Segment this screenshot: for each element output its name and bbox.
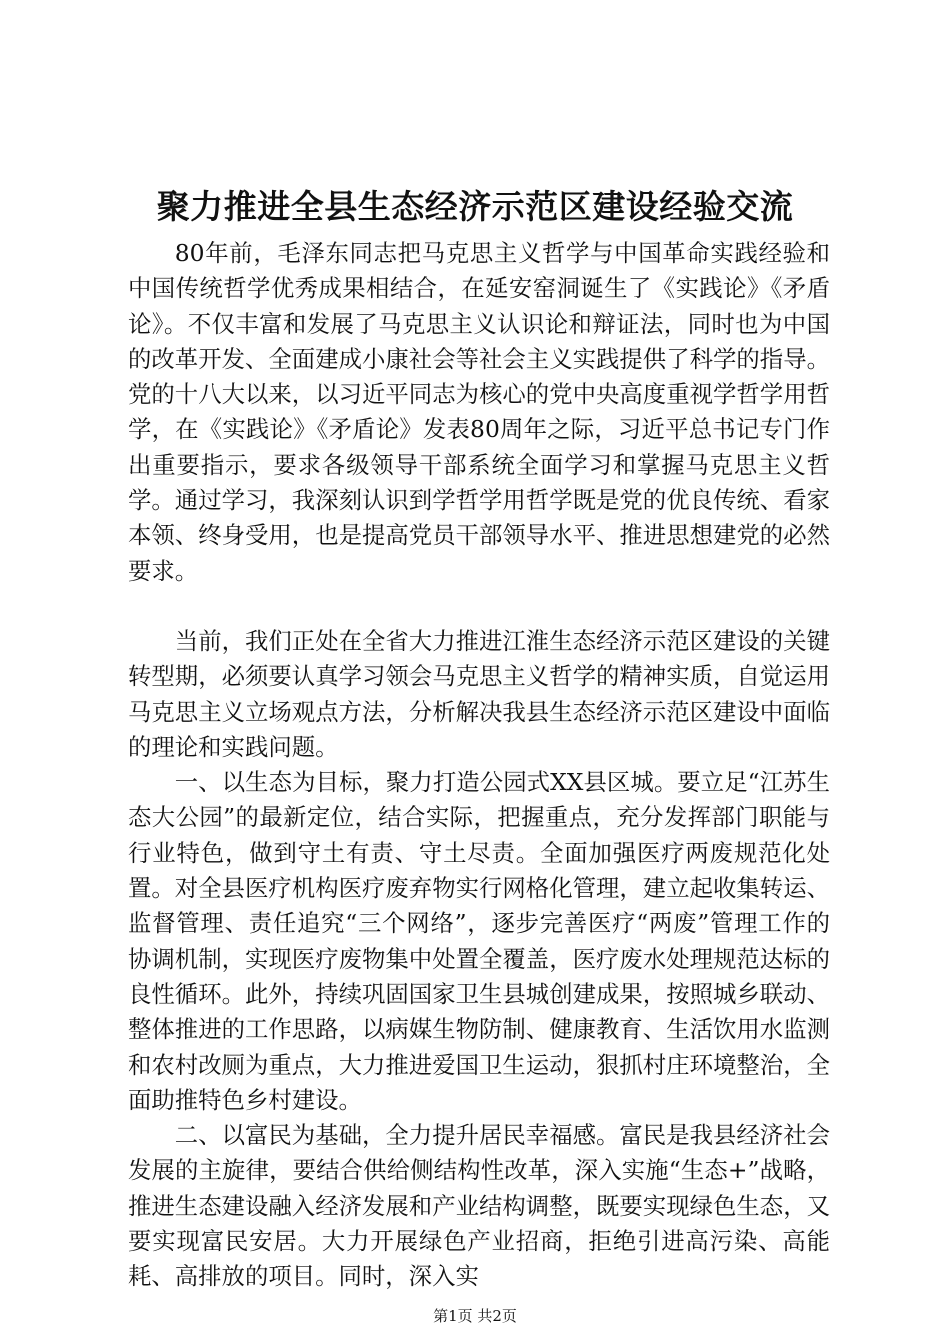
body-paragraph-intro: 80年前，毛泽东同志把马克思主义哲学与中国革命实践经验和中国传统哲学优秀成果相结合，在延安窑洞诞生了《实践论》《矛盾论》。不仅丰富和发展了马克思主义认识论和辩证法，同时也为中国的改革开发、全面建成小康社会等社会主义实践提供了科学的指导。党的十八大以来，以习近平同志为核心的党中央高度重视学哲学用哲学，在《实践论》《矛盾论》发表80周年之际，习近平总书记专门作出重要指示，要求各级领导干部系统全面学习和掌握马克思主义哲学。通过学习，我深刻认识到学哲学用哲学既是党的优良传统、看家本领、终身受用，也是提高党员干部领导水平、推进思想建党的必然要求。	[128, 239, 830, 585]
body-paragraph-section-two: 二、以富民为基础，全力提升居民幸福感。富民是我县经济社会发展的主旋律，要结合供给侧结构性改革，深入实施“生态+”战略，推进生态建设融入经济发展和产业结构调整，既要实现绿色生态，又要实现富民安居。大力开展绿色产业招商，拒绝引进高污染、高能耗、高排放的项目。同时，深入实	[128, 1121, 830, 1291]
body-paragraph-section-one: 一、以生态为目标，聚力打造公园式XX县区城。要立足“江苏生态大公园”的最新定位，结合实际，把握重点，充分发挥部门职能与行业特色，做到守土有责、守土尽责。全面加强医疗两废规范化处置。对全县医疗机构医疗废弃物实行网格化管理，建立起收集转运、监督管理、责任追究“三个网络”，逐步完善医疗“两废”管理工作的协调机制，实现医疗废物集中处置全覆盖，医疗废水处理规范达标的良性循环。此外，持续巩固国家卫生县城创建成果，按照城乡联动、整体推进的工作思路，以病媒生物防制、健康教育、生活饮用水监测和农村改厕为重点，大力推进爱国卫生运动，狠抓村庄环境整治，全面助推特色乡村建设。	[128, 768, 830, 1114]
body-paragraph-context: 当前，我们正处在全省大力推进江淮生态经济示范区建设的关键转型期，必须要认真学习领会马克思主义哲学的精神实质，自觉运用马克思主义立场观点方法，分析解决我县生态经济示范区建设中面临的理论和实践问题。	[128, 626, 830, 761]
paragraph-spacer	[128, 589, 830, 624]
page-number-footer: 第1页 共2页	[433, 1307, 517, 1325]
document-title: 聚力推进全县生态经济示范区建设经验交流	[156, 187, 794, 226]
document-body	[128, 236, 830, 1295]
